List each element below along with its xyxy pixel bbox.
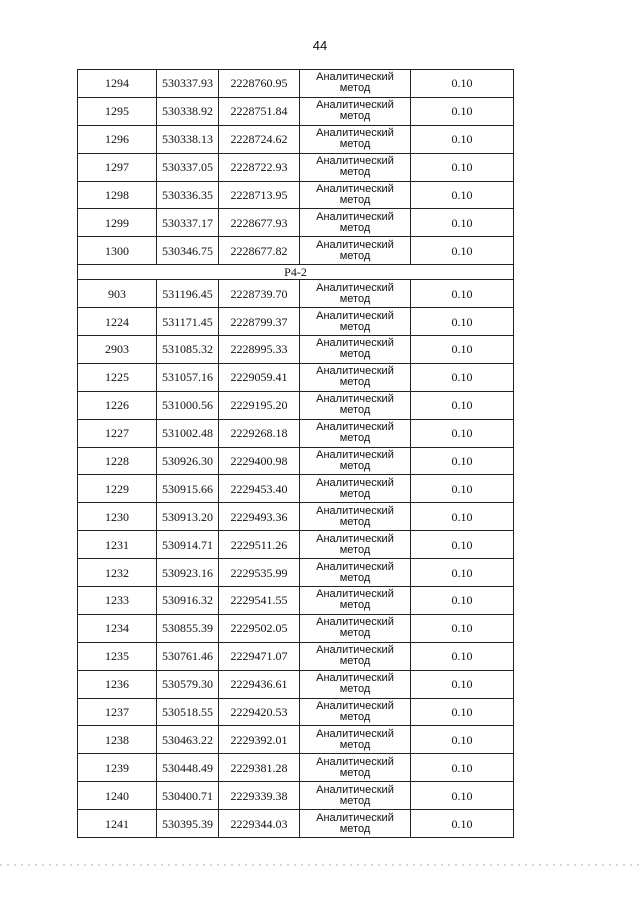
table-row — [78, 308, 514, 336]
table-row — [78, 70, 514, 98]
table-row — [78, 391, 514, 419]
table-row — [78, 475, 514, 503]
method-cell: Аналитический метод — [300, 363, 411, 391]
y-coordinate-cell: 2229268.18 — [219, 419, 300, 447]
table-row — [78, 447, 514, 475]
coordinates-table-body — [78, 70, 514, 838]
table-row — [78, 280, 514, 308]
accuracy-cell: 0.10 — [411, 363, 514, 391]
table-row — [78, 754, 514, 782]
point-id-cell: 1300 — [78, 237, 157, 265]
table-row — [78, 209, 514, 237]
point-id-cell: 1234 — [78, 614, 157, 642]
accuracy-cell: 0.10 — [411, 308, 514, 336]
point-id-cell: 1228 — [78, 447, 157, 475]
table-row — [78, 531, 514, 559]
method-cell: Аналитический метод — [300, 336, 411, 364]
y-coordinate-cell: 2228677.93 — [219, 209, 300, 237]
accuracy-cell: 0.10 — [411, 181, 514, 209]
y-coordinate-cell: 2228722.93 — [219, 153, 300, 181]
accuracy-cell: 0.10 — [411, 97, 514, 125]
method-cell: Аналитический метод — [300, 237, 411, 265]
x-coordinate-cell: 530337.05 — [157, 153, 219, 181]
table-row — [78, 181, 514, 209]
table-row — [78, 642, 514, 670]
x-coordinate-cell: 530913.20 — [157, 503, 219, 531]
table-row — [78, 336, 514, 364]
point-id-cell: 1240 — [78, 782, 157, 810]
method-cell: Аналитический метод — [300, 419, 411, 447]
accuracy-cell: 0.10 — [411, 670, 514, 698]
x-coordinate-cell: 530337.93 — [157, 70, 219, 98]
method-cell: Аналитический метод — [300, 559, 411, 587]
y-coordinate-cell: 2229400.98 — [219, 447, 300, 475]
accuracy-cell: 0.10 — [411, 237, 514, 265]
point-id-cell: 1232 — [78, 559, 157, 587]
accuracy-cell: 0.10 — [411, 614, 514, 642]
y-coordinate-cell: 2229420.53 — [219, 698, 300, 726]
coordinates-table — [77, 69, 514, 838]
y-coordinate-cell: 2228751.84 — [219, 97, 300, 125]
method-cell: Аналитический метод — [300, 531, 411, 559]
table-row — [78, 782, 514, 810]
y-coordinate-cell: 2228995.33 — [219, 336, 300, 364]
y-coordinate-cell: 2228713.95 — [219, 181, 300, 209]
table-row — [78, 614, 514, 642]
table-row — [78, 363, 514, 391]
y-coordinate-cell: 2229471.07 — [219, 642, 300, 670]
x-coordinate-cell: 530915.66 — [157, 475, 219, 503]
table-row — [78, 237, 514, 265]
y-coordinate-cell: 2229195.20 — [219, 391, 300, 419]
accuracy-cell: 0.10 — [411, 209, 514, 237]
x-coordinate-cell: 531057.16 — [157, 363, 219, 391]
method-cell: Аналитический метод — [300, 698, 411, 726]
accuracy-cell: 0.10 — [411, 153, 514, 181]
y-coordinate-cell: 2228677.82 — [219, 237, 300, 265]
method-cell: Аналитический метод — [300, 754, 411, 782]
x-coordinate-cell: 530337.17 — [157, 209, 219, 237]
accuracy-cell: 0.10 — [411, 447, 514, 475]
x-coordinate-cell: 530855.39 — [157, 614, 219, 642]
accuracy-cell: 0.10 — [411, 754, 514, 782]
y-coordinate-cell: 2229381.28 — [219, 754, 300, 782]
y-coordinate-cell: 2229453.40 — [219, 475, 300, 503]
y-coordinate-cell: 2228760.95 — [219, 70, 300, 98]
x-coordinate-cell: 530916.32 — [157, 587, 219, 615]
accuracy-cell: 0.10 — [411, 125, 514, 153]
x-coordinate-cell: 531085.32 — [157, 336, 219, 364]
method-cell: Аналитический метод — [300, 475, 411, 503]
y-coordinate-cell: 2229436.61 — [219, 670, 300, 698]
accuracy-cell: 0.10 — [411, 475, 514, 503]
accuracy-cell: 0.10 — [411, 419, 514, 447]
accuracy-cell: 0.10 — [411, 503, 514, 531]
x-coordinate-cell: 530463.22 — [157, 726, 219, 754]
accuracy-cell: 0.10 — [411, 391, 514, 419]
y-coordinate-cell: 2229511.26 — [219, 531, 300, 559]
point-id-cell: 1296 — [78, 125, 157, 153]
method-cell: Аналитический метод — [300, 70, 411, 98]
x-coordinate-cell: 530346.75 — [157, 237, 219, 265]
section-title: Р4-2 — [78, 265, 514, 280]
x-coordinate-cell: 530923.16 — [157, 559, 219, 587]
point-id-cell: 1239 — [78, 754, 157, 782]
x-coordinate-cell: 530395.39 — [157, 810, 219, 838]
point-id-cell: 1226 — [78, 391, 157, 419]
point-id-cell: 1229 — [78, 475, 157, 503]
method-cell: Аналитический метод — [300, 614, 411, 642]
accuracy-cell: 0.10 — [411, 698, 514, 726]
accuracy-cell: 0.10 — [411, 587, 514, 615]
x-coordinate-cell: 531171.45 — [157, 308, 219, 336]
x-coordinate-cell: 530338.92 — [157, 97, 219, 125]
x-coordinate-cell: 531000.56 — [157, 391, 219, 419]
table-row — [78, 419, 514, 447]
x-coordinate-cell: 530400.71 — [157, 782, 219, 810]
y-coordinate-cell: 2228724.62 — [219, 125, 300, 153]
method-cell: Аналитический метод — [300, 391, 411, 419]
accuracy-cell: 0.10 — [411, 782, 514, 810]
point-id-cell: 1230 — [78, 503, 157, 531]
method-cell: Аналитический метод — [300, 726, 411, 754]
accuracy-cell: 0.10 — [411, 531, 514, 559]
point-id-cell: 1225 — [78, 363, 157, 391]
method-cell: Аналитический метод — [300, 810, 411, 838]
method-cell: Аналитический метод — [300, 308, 411, 336]
point-id-cell: 1298 — [78, 181, 157, 209]
point-id-cell: 1236 — [78, 670, 157, 698]
x-coordinate-cell: 530926.30 — [157, 447, 219, 475]
y-coordinate-cell: 2229502.05 — [219, 614, 300, 642]
table-row — [78, 810, 514, 838]
point-id-cell: 1294 — [78, 70, 157, 98]
point-id-cell: 1299 — [78, 209, 157, 237]
point-id-cell: 1238 — [78, 726, 157, 754]
accuracy-cell: 0.10 — [411, 559, 514, 587]
point-id-cell: 1235 — [78, 642, 157, 670]
x-coordinate-cell: 531196.45 — [157, 280, 219, 308]
method-cell: Аналитический метод — [300, 153, 411, 181]
x-coordinate-cell: 530914.71 — [157, 531, 219, 559]
y-coordinate-cell: 2229493.36 — [219, 503, 300, 531]
point-id-cell: 1231 — [78, 531, 157, 559]
table-row — [78, 726, 514, 754]
page-number: 44 — [312, 38, 328, 53]
table-row — [78, 503, 514, 531]
scan-footer-artifact — [0, 864, 640, 866]
method-cell: Аналитический метод — [300, 447, 411, 475]
point-id-cell: 1241 — [78, 810, 157, 838]
y-coordinate-cell: 2228799.37 — [219, 308, 300, 336]
method-cell: Аналитический метод — [300, 181, 411, 209]
method-cell: Аналитический метод — [300, 670, 411, 698]
x-coordinate-cell: 530579.30 — [157, 670, 219, 698]
method-cell: Аналитический метод — [300, 125, 411, 153]
accuracy-cell: 0.10 — [411, 336, 514, 364]
table-row — [78, 698, 514, 726]
point-id-cell: 1227 — [78, 419, 157, 447]
table-row — [78, 153, 514, 181]
point-id-cell: 1297 — [78, 153, 157, 181]
accuracy-cell: 0.10 — [411, 726, 514, 754]
x-coordinate-cell: 530761.46 — [157, 642, 219, 670]
y-coordinate-cell: 2229059.41 — [219, 363, 300, 391]
y-coordinate-cell: 2229392.01 — [219, 726, 300, 754]
method-cell: Аналитический метод — [300, 503, 411, 531]
x-coordinate-cell: 530338.13 — [157, 125, 219, 153]
table-row — [78, 97, 514, 125]
accuracy-cell: 0.10 — [411, 280, 514, 308]
point-id-cell: 1233 — [78, 587, 157, 615]
method-cell: Аналитический метод — [300, 209, 411, 237]
x-coordinate-cell: 530448.49 — [157, 754, 219, 782]
table-row — [78, 559, 514, 587]
x-coordinate-cell: 530518.55 — [157, 698, 219, 726]
point-id-cell: 2903 — [78, 336, 157, 364]
y-coordinate-cell: 2228739.70 — [219, 280, 300, 308]
point-id-cell: 1295 — [78, 97, 157, 125]
method-cell: Аналитический метод — [300, 280, 411, 308]
y-coordinate-cell: 2229344.03 — [219, 810, 300, 838]
method-cell: Аналитический метод — [300, 642, 411, 670]
method-cell: Аналитический метод — [300, 97, 411, 125]
x-coordinate-cell: 530336.35 — [157, 181, 219, 209]
y-coordinate-cell: 2229339.38 — [219, 782, 300, 810]
table-row — [78, 670, 514, 698]
method-cell: Аналитический метод — [300, 782, 411, 810]
method-cell: Аналитический метод — [300, 587, 411, 615]
x-coordinate-cell: 531002.48 — [157, 419, 219, 447]
accuracy-cell: 0.10 — [411, 810, 514, 838]
table-row — [78, 587, 514, 615]
point-id-cell: 1237 — [78, 698, 157, 726]
accuracy-cell: 0.10 — [411, 70, 514, 98]
y-coordinate-cell: 2229535.99 — [219, 559, 300, 587]
y-coordinate-cell: 2229541.55 — [219, 587, 300, 615]
section-header-row — [78, 265, 514, 280]
point-id-cell: 903 — [78, 280, 157, 308]
accuracy-cell: 0.10 — [411, 642, 514, 670]
point-id-cell: 1224 — [78, 308, 157, 336]
table-row — [78, 125, 514, 153]
